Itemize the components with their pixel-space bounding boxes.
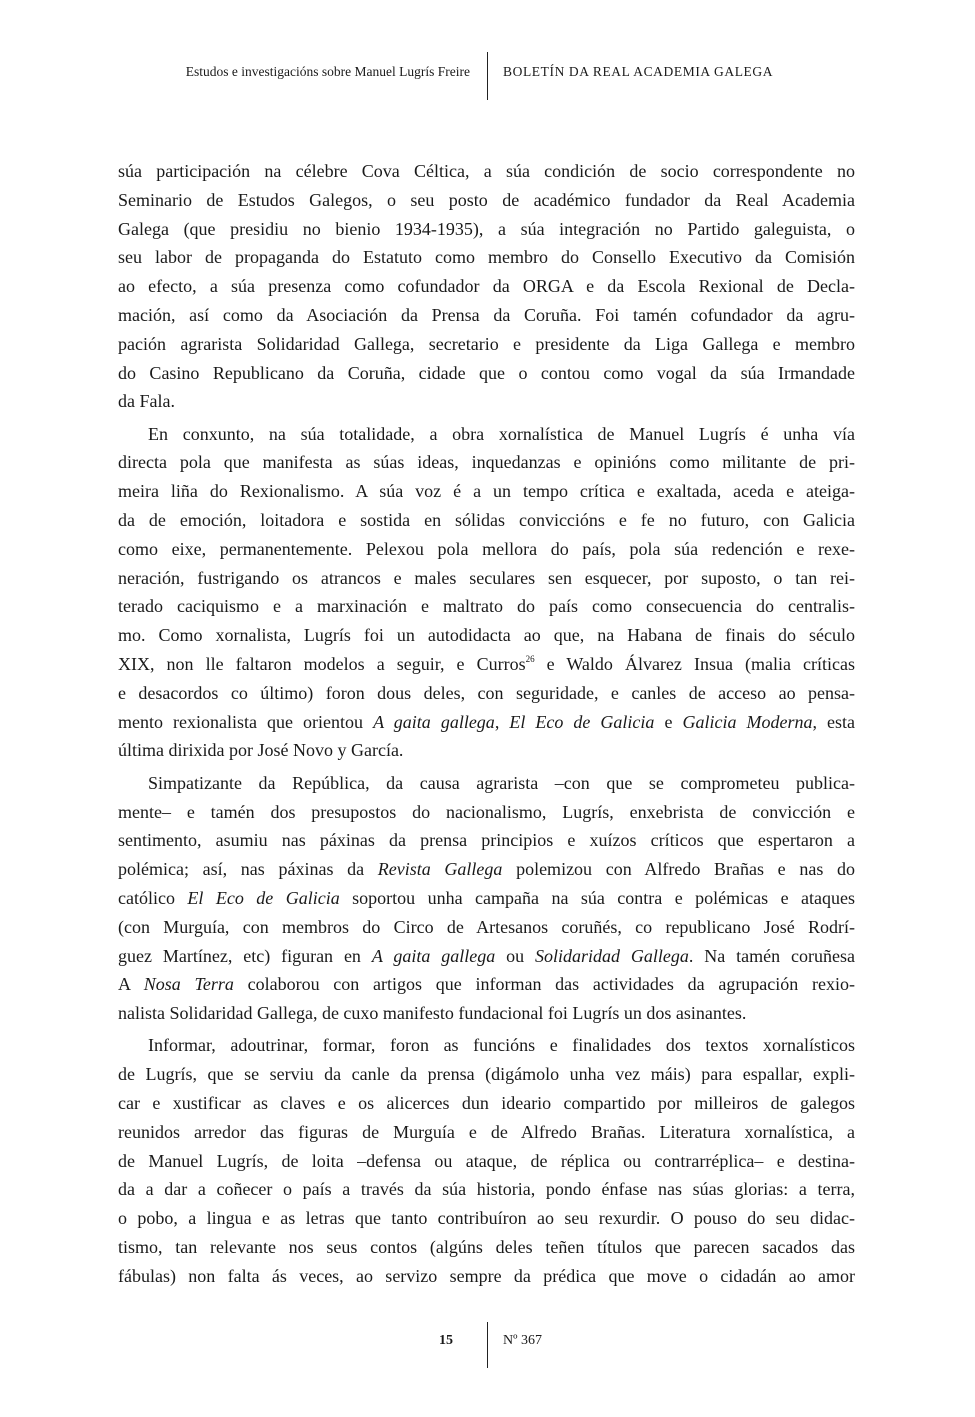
text-run[interactable]: ao efecto, a súa presenza como cofundador da ORGA e da Escola Rexional de Decla-: [118, 276, 855, 297]
text-run[interactable]: da de emoción, loitadora e sostida en sólidas conviccións e fe no futuro, con Galicia: [118, 510, 855, 531]
text-line: [118, 1118, 855, 1147]
header-series-title: Estudos e investigacións sobre Manuel Lugrís Freire: [185, 64, 470, 79]
header-journal-title: BOLETÍN DA REAL ACADEMIA GALEGA: [503, 64, 774, 79]
paragraph: [118, 420, 855, 766]
body-text: [118, 157, 855, 1294]
text-run[interactable]: A: [118, 974, 144, 995]
text-run[interactable]: nalista Solidaridad Gallega, de cuxo manifesto fundacional foi Lugrís un dos asinantes.: [118, 1003, 747, 1024]
text-run[interactable]: guez Martínez, etc) figuran en: [118, 945, 372, 966]
text-line: [118, 826, 855, 855]
text-run[interactable]: XIX, non lle faltaron modelos a seguir, e Curros: [118, 654, 526, 675]
text-run[interactable]: mación, así como da Asociación da Prensa da Coruña. Foi tamén cofundador da agru-: [118, 304, 855, 325]
text-line: [118, 1204, 855, 1233]
text-line: [118, 679, 855, 708]
text-run[interactable]: Informar, adoutrinar, formar, foron as funcións e finalidades dos textos xornalísticos: [148, 1035, 855, 1056]
text-run[interactable]: de Manuel Lugrís, de loita –defensa ou ataque, de réplica ou contrarréplica– e destina-: [118, 1150, 855, 1171]
text-line: [118, 330, 855, 359]
paragraph: [118, 769, 855, 1028]
text-line: [118, 243, 855, 272]
text-line: [118, 1031, 855, 1060]
text-run[interactable]: polemizou con Alfredo Brañas e nas do: [502, 859, 855, 880]
footer-divider: [487, 1322, 488, 1368]
text-run[interactable]: soportou unha campaña na súa contra e polémicas e ataques: [339, 887, 855, 908]
text-line: [118, 215, 855, 244]
text-run[interactable]: e desacordos co último) foron dous deles, con seguridade, e canles de acceso ao pensa-: [118, 682, 855, 703]
text-line: [118, 1233, 855, 1262]
text-run[interactable]: Galega (que presidiu no bienio 1934-1935), a súa integración no Partido galeguista, o: [118, 218, 855, 239]
text-line: [118, 359, 855, 388]
text-line: [118, 855, 855, 884]
footnote-reference[interactable]: 26: [525, 654, 535, 665]
text-run[interactable]: neración, fustrigando os atrancos e males seculares sen esquecer, por suposto, o tan rei-: [118, 567, 855, 588]
text-line: [118, 1262, 855, 1291]
text-run[interactable]: meira liña do Rexionalismo. A súa voz é a un tempo crítica e exaltada, aceda e ateiga-: [118, 481, 855, 502]
text-run[interactable]: mento rexionalista que orientou: [118, 711, 374, 732]
text-run[interactable]: da a dar a coñecer o país a través da súa historia, pondo énfase nas súas glorias: a terra,: [118, 1179, 855, 1200]
italic-title: A gaita gallega: [371, 945, 496, 966]
text-run[interactable]: súa participación na célebre Cova Céltica, a súa condición de socio correspondente no: [118, 161, 855, 181]
text-run[interactable]: , esta: [812, 711, 856, 732]
text-line: [118, 272, 855, 301]
text-line: [118, 301, 855, 330]
text-run[interactable]: Seminario de Estudos Galegos, o seu posto de académico fundador da Real Academia: [118, 189, 855, 210]
italic-title: El Eco de Galicia: [509, 711, 655, 732]
text-run[interactable]: sentimento, asumiu nas páxinas da prensa principios e xuízos críticos que espertaron a: [118, 830, 855, 851]
text-line: [118, 650, 855, 679]
italic-title: A gaita gallega: [373, 711, 495, 732]
text-run[interactable]: católico: [118, 887, 188, 908]
italic-title: El Eco de Galicia: [187, 887, 340, 908]
text-run[interactable]: pación agrarista Solidaridad Gallega, secretario e presidente da Liga Gallega e membro: [118, 333, 855, 354]
text-run[interactable]: de Lugrís, que se serviu da canle da prensa (digámolo unha vez máis) para espallar, expli-: [118, 1064, 855, 1085]
text-run[interactable]: Simpatizante da República, da causa agrarista –con que se comprometeu publica-: [148, 772, 855, 793]
text-line: [118, 564, 855, 593]
text-line: [118, 1147, 855, 1176]
paragraph: [118, 1031, 855, 1290]
text-run[interactable]: En conxunto, na súa totalidade, a obra xornalística de Manuel Lugrís é unha vía: [148, 423, 855, 444]
text-line: [118, 592, 855, 621]
text-run[interactable]: colaborou con artigos que informan das actividades da agrupación rexio-: [233, 974, 856, 995]
text-run[interactable]: car e xustificar as claves e os alicerces dun ideario compartido por milleiros de galegos: [118, 1093, 855, 1113]
text-run[interactable]: reunidos arredor das figuras de Murguía e de Alfredo Brañas. Literatura xornalística, a: [118, 1121, 855, 1142]
text-line: [118, 448, 855, 477]
text-run[interactable]: e Waldo Álvarez Insua (malia críticas: [534, 654, 855, 675]
text-run[interactable]: mente– e tamén dos presupostos do nacionalismo, Lugrís, enxebrista de convicción e: [118, 801, 855, 822]
text-run[interactable]: fábulas) non falta ás veces, ao servizo sempre da prédica que move o cidadán ao amor: [118, 1265, 855, 1286]
text-line: [118, 1175, 855, 1204]
text-run[interactable]: (con Murguía, con membros do Circo de Artesanos coruñés, co republicano José Rodrí-: [118, 916, 855, 937]
text-line: [118, 1060, 855, 1089]
text-line: [118, 769, 855, 798]
text-run[interactable]: ,: [494, 711, 510, 732]
paragraph: [118, 157, 855, 416]
text-run[interactable]: tismo, tan relevante nos seus contos (algúns deles teñen títulos que parecen sacados das: [118, 1236, 855, 1257]
text-line: [118, 1089, 855, 1118]
text-line: [118, 970, 855, 999]
text-run[interactable]: da Fala.: [118, 391, 175, 412]
text-line: [118, 621, 855, 650]
italic-title: Nosa Terra: [143, 974, 234, 995]
header-divider: [487, 52, 488, 100]
text-line: [118, 884, 855, 913]
issue-number: Nº 367: [503, 1333, 542, 1348]
text-line: [118, 736, 855, 765]
text-run[interactable]: directa pola que manifesta as súas ideas, inquedanzas e opinións como militante de pri-: [118, 452, 855, 473]
text-line: [118, 913, 855, 942]
text-line: [118, 942, 855, 971]
text-line: [118, 798, 855, 827]
text-line: [118, 708, 855, 737]
page-number: 15: [439, 1333, 453, 1348]
text-run[interactable]: polémica; así, nas páxinas da: [118, 859, 378, 880]
italic-title: Solidaridad Gallega: [535, 945, 689, 966]
text-line: [118, 420, 855, 449]
text-line: [118, 477, 855, 506]
text-line: [118, 535, 855, 564]
italic-title: Galicia Moderna: [682, 711, 813, 732]
text-run[interactable]: ou: [495, 945, 536, 966]
text-line: [118, 999, 855, 1028]
text-line: [118, 387, 855, 416]
text-run[interactable]: do Casino Republicano da Coruña, cidade que o contou como vogal da súa Irmandade: [118, 362, 855, 383]
text-run[interactable]: última dirixida por José Novo y García.: [118, 740, 404, 761]
text-run[interactable]: . Na tamén coruñesa: [688, 945, 856, 966]
text-run[interactable]: o pobo, a lingua e as letras que tanto contribuíron ao seu rexurdir. O pouso do seu didac-: [118, 1208, 855, 1229]
italic-title: Revista Gallega: [377, 859, 503, 880]
text-run[interactable]: mo. Como xornalista, Lugrís foi un autodidacta ao que, na Habana de finais do século: [118, 625, 855, 646]
text-run[interactable]: e: [654, 711, 683, 732]
text-run[interactable]: como eixe, permanentemente. Pelexou pola mellora do país, pola súa redención e rexe-: [118, 538, 855, 559]
text-line: [118, 186, 855, 215]
text-run[interactable]: terado caciquismo e a marxinación e maltrato do país como consecuencia do centralis-: [118, 596, 855, 617]
text-line: [118, 506, 855, 535]
text-line: [118, 157, 855, 186]
text-run[interactable]: seu labor de propaganda do Estatuto como membro do Consello Executivo da Comisión: [118, 247, 855, 268]
